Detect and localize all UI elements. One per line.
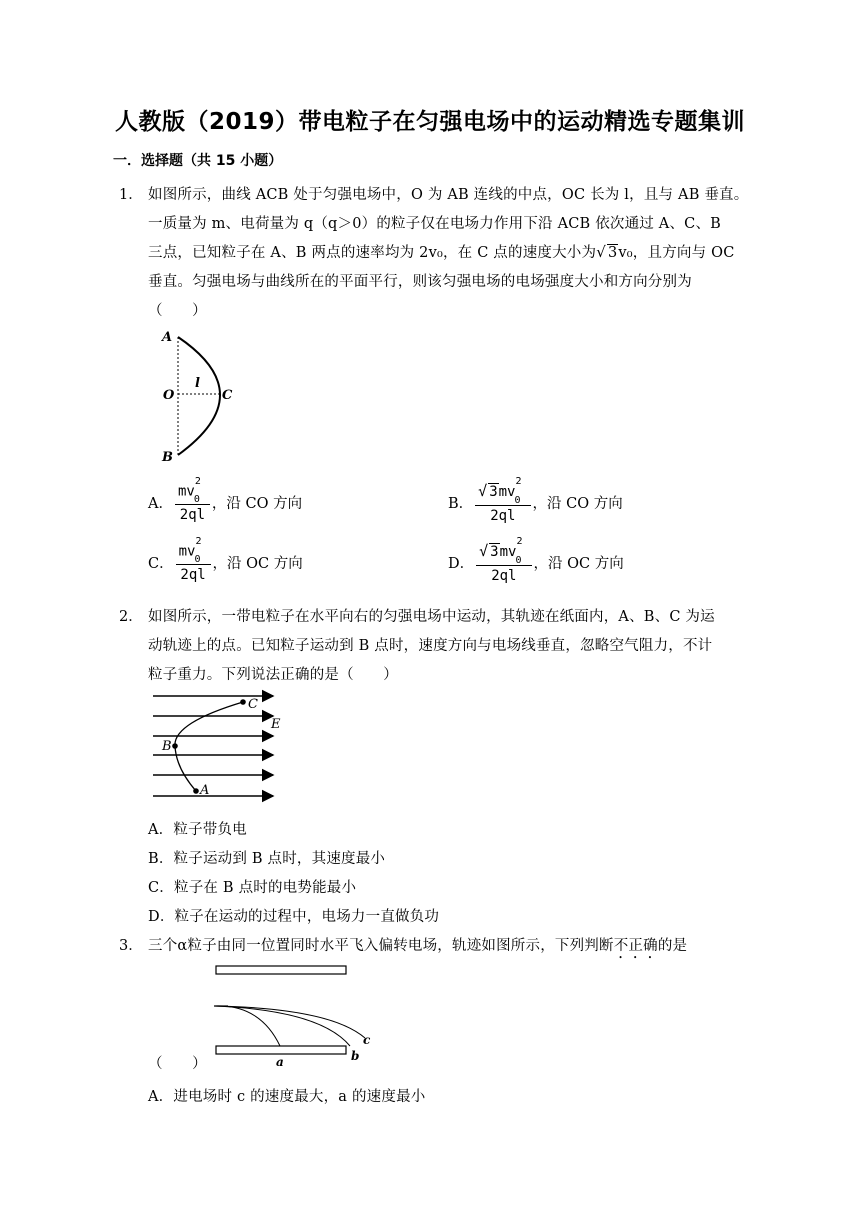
emphasis-text: 不正确 [613,938,658,954]
question-2-option-d[interactable]: D．粒子在运动的过程中，电场力一直做负功 [148,909,440,925]
question-1-line-3-tail: v₀，且方向与 OC [618,245,735,261]
question-3-text: 三个α粒子由同一位置同时水平飞入偏转电场，轨迹如图所示，下列判断 [148,938,614,954]
question-3-line-1 [148,934,687,962]
lower-plate [216,1046,346,1054]
question-3-text-tail: 的是 [657,938,688,954]
label-b: B [162,739,172,754]
curve-acb [178,337,220,455]
label-a: A [162,330,173,345]
figure-3-deflection-plates [210,962,380,1072]
label-o: O [163,388,175,403]
superscript: 2 [194,476,201,487]
sqrt-value: 3 [607,245,618,261]
subscript: 0 [514,494,521,506]
point-b [172,743,178,749]
trajectory-a [214,1006,280,1046]
point-c [240,699,246,705]
question-1-option-b[interactable] [448,476,623,524]
question-2-option-a[interactable]: A．粒子带负电 [148,822,247,838]
label-b: B [162,450,173,465]
numerator: mv [498,484,516,500]
sqrt-symbol: √ [478,482,488,500]
label-a: A [200,783,210,798]
question-1-option-d[interactable] [448,536,624,584]
option-direction: ，沿 OC 方向 [533,556,624,573]
question-2-line-2: 动轨迹上的点。已知粒子运动到 B 点时，速度方向与电场线垂直，忽略空气阻力，不计 [148,638,713,654]
subscript: 0 [194,554,201,566]
option-key: A． [148,496,173,513]
sqrt-value: 3 [490,544,499,560]
superscript: 2 [515,476,522,488]
option-key: B． [448,496,474,513]
numerator: mv [499,544,517,560]
label-a: a [276,1055,284,1069]
figure-2-field-trajectory [148,688,288,806]
denominator: 2ql [180,567,206,584]
question-3-number: 3． [119,938,143,954]
question-1-option-c[interactable] [148,536,303,584]
section-heading: 一．选择题（共 15 小题） [113,153,283,169]
option-direction: ，沿 OC 方向 [212,556,303,573]
subscript: 0 [193,494,200,506]
option-direction: ，沿 CO 方向 [532,496,623,513]
fraction [176,536,211,584]
label-c: C [222,388,233,403]
question-2-number: 2． [119,609,143,625]
option-key: C． [148,556,174,573]
page-title: 人教版（2019）带电粒子在匀强电场中的运动精选专题集训 [114,109,745,135]
question-1-line-5: （ ） [148,303,207,319]
sqrt-symbol: √ [479,542,489,560]
question-1-line-1: 如图所示，曲线 ACB 处于匀强电场中，O 为 AB 连线的中点，OC 长为 l，且与 AB 垂直。 [148,187,749,203]
option-key: D． [448,556,475,573]
label-c: c [363,1033,371,1047]
point-a [193,788,199,794]
question-3-paren: （ ） [148,1056,207,1072]
question-2-option-b[interactable]: B．粒子运动到 B 点时，其速度最小 [148,851,386,867]
question-2-option-c[interactable]: C．粒子在 B 点时的电势能最小 [148,880,357,896]
question-1-line-4: 垂直。匀强电场与曲线所在的平面平行，则该匀强电场的电场强度大小和方向分别为 [148,274,692,290]
figure-1-arc-acb [150,325,250,470]
denominator: 2ql [179,507,206,524]
question-2-line-3: 粒子重力。下列说法正确的是（ ） [148,667,398,683]
label-c: C [248,697,258,712]
question-1-number: 1． [119,187,143,203]
label-e: E [271,717,281,732]
option-direction: ，沿 CO 方向 [211,496,303,513]
upper-plate [216,966,346,974]
sqrt-symbol: √ [596,243,606,261]
fraction [175,476,210,524]
question-2-line-1: 如图所示，一带电粒子在水平向右的匀强电场中运动，其轨迹在纸面内，A、B、C 为运 [148,609,715,625]
denominator: 2ql [490,507,516,524]
trajectory-b [214,1006,350,1046]
label-b: b [351,1049,360,1063]
subscript: 0 [515,554,522,566]
fraction [476,536,531,584]
question-3-option-a[interactable]: A．进电场时 c 的速度最大，a 的速度最小 [148,1089,426,1105]
sqrt-value: 3 [489,484,498,500]
superscript: 2 [195,536,202,547]
question-1-line-3 [148,241,735,262]
trajectory-c [214,1006,365,1038]
question-1-line-2: 一质量为 m、电荷量为 q（q＞0）的粒子仅在电场力作用下沿 ACB 依次通过 A、C、B [148,216,722,232]
denominator: 2ql [491,567,517,584]
superscript: 2 [516,536,523,548]
numerator: mv [178,543,196,560]
question-1-option-a[interactable] [148,476,303,524]
label-l: l [195,376,200,391]
numerator: mv [177,483,195,500]
question-1-line-3-text: 三点，已知粒子在 A、B 两点的速率均为 2v₀，在 C 点的速度大小为 [148,245,597,261]
fraction [475,476,530,524]
